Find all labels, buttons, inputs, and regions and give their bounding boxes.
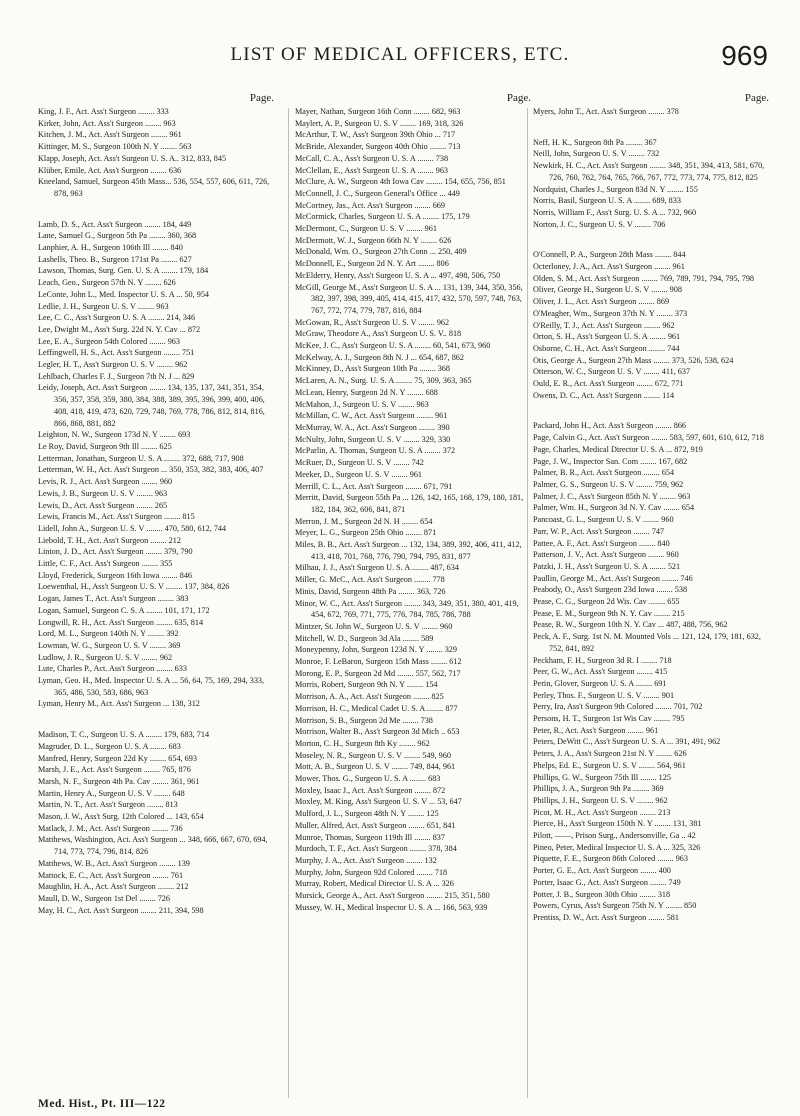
index-entry: McMillan, C. W., Act. Ass't Surgeon ........ 961 (295, 411, 448, 421)
index-entry: Peabody, O., Ass't Surgeon 23d Iowa ........ 538 (533, 585, 688, 595)
index-entry: McKelway, A. J., Surgeon 8th N. J ... 654, 687, 862 (295, 352, 464, 362)
index-entry: Lawson, Thomas, Surg. Gen. U. S. A ........ 179, 184 (38, 266, 209, 276)
index-entry: Potter, J. B., Surgeon 30th Ohio ........ 318 (533, 889, 671, 899)
index-entry: LeConte, John L., Med. Inspector U. S. A ... 50, 954 (38, 289, 210, 299)
letter-group-gap (533, 118, 773, 137)
index-entry: Mattock, E. C., Act. Ass't Surgeon ........ 761 (38, 870, 184, 880)
index-entry: Mott, A. B., Surgeon U. S. V ........ 749, 844, 961 (295, 762, 456, 772)
index-entry: McDonald, Wm. O., Surgeon 27th Conn ... 250, 409 (295, 247, 467, 257)
index-entry: Norris, William F., Ass't Surg. U. S. A ... 732, 960 (533, 207, 697, 217)
index-entry: Morton, C. H., Surgeon 8th Ky ........ 962 (295, 738, 430, 748)
index-entry: McElderry, Henry, Ass't Surgeon U. S. A ... 497, 498, 506, 750 (295, 270, 501, 280)
index-entry: McCortney, Jas., Act. Ass't Surgeon ........ 669 (295, 200, 445, 210)
index-entry: McClure, A. W., Surgeon 4th Iowa Cav ........ 154, 655, 756, 851 (295, 177, 506, 187)
index-entry: Lyman, Henry M., Act. Ass't Surgeon ... 138, 312 (38, 699, 200, 709)
index-entry: Martin, N. T., Act. Ass't Surgeon ........ 813 (38, 800, 178, 810)
index-entry: Pineo, Peter, Medical Inspector U. S. A ... 325, 326 (533, 842, 701, 852)
index-entry: Loewenthal, H., Ass't Surgeon U. S. V ........ 137, 384, 826 (38, 582, 230, 592)
index-entry: Mower, Thos. G., Surgeon U. S. A ........ 683 (295, 774, 441, 784)
index-entry: McDermott, W. J., Surgeon 66th N. Y ........ 626 (295, 235, 452, 245)
index-entry: McClellan, E., Ass't Surgeon U. S. A ........ 963 (295, 165, 449, 175)
index-entry: Matthews, W. B., Act. Ass't Surgeon ........ 139 (38, 858, 190, 868)
index-entry: Oliver, George H., Surgeon U. S. V ........ 908 (533, 285, 682, 295)
index-entry: Morrison, S. B., Surgeon 2d Me ........ 738 (295, 715, 433, 725)
column-rule (288, 108, 289, 1098)
index-entry: McMahon, J., Surgeon U. S. V ........ 963 (295, 399, 429, 409)
index-entry: Lee, Dwight M., Ass't Surg. 22d N. Y. Cav ... 872 (38, 324, 201, 334)
index-entry: Kneeland, Samuel, Surgeon 45th Mass... 536, 554, 557, 606, 611, 726, 878, 963 (38, 177, 270, 198)
entry-list (533, 106, 773, 924)
index-entry: Porter, Isaac G., Act. Ass't Surgeon ........ 749 (533, 877, 681, 887)
index-entry: Matlack, J. M., Act. Ass't Surgeon ........ 736 (38, 823, 183, 833)
index-entry: Lewis, Francis M., Act. Ass't Surgeon ........ 815 (38, 512, 195, 522)
index-entry: Pattee, A. F., Act. Ass't Surgeon ........ 840 (533, 538, 670, 548)
index-entry: Moneypenny, John, Surgeon 123d N. Y ........ 329 (295, 645, 457, 655)
index-entry: Picot, M. H., Act. Ass't Surgeon ........ 213 (533, 807, 671, 817)
index-entry: Moseley, N. R., Surgeon U. S. V ........ 549, 960 (295, 750, 451, 760)
index-entry: Murphy, J. A., Act. Ass't Surgeon ........ 132 (295, 856, 437, 865)
index-entry: Meyer, L. G., Surgeon 25th Ohio ........ 871 (295, 528, 437, 538)
index-entry: Mason, J. W., Ass't Surg. 12th Colored ... 143, 654 (38, 812, 204, 822)
index-entry: O'Meagher, Wm., Surgeon 37th N. Y ........ 373 (533, 308, 688, 318)
page-header (0, 42, 800, 78)
index-entry: Neill, John, Surgeon U. S. V ........ 732 (533, 149, 660, 159)
index-entry: Norris, Basil, Surgeon U. S. A ........ 689, 833 (533, 196, 681, 206)
index-entry: Leighton, N. W., Surgeon 173d N. Y ........ 693 (38, 430, 191, 440)
index-entry: Murray, Robert, Medical Director U. S. A ... 326 (295, 879, 454, 889)
index-entry: Page, J. W., Inspector San. Com ........ 167, 682 (533, 456, 688, 466)
index-entry: Lidell, John A., Surgeon U. S. V ........ 470, 580, 612, 744 (38, 523, 227, 533)
index-entry: Murdoch, T. F., Act. Ass't Surgeon ........ 378, 384 (295, 844, 457, 854)
index-entry: Packard, John H., Act. Ass't Surgeon ........ 866 (533, 421, 687, 431)
index-entry: McDermont, C., Surgeon U. S. V ........ 961 (295, 224, 437, 234)
index-entry: Moxley, M. King, Ass't Surgeon U. S. V ... 53, 647 (295, 797, 462, 807)
index-entry: Mussey, W. H., Medical Inspector U. S. A ... 166, 563, 939 (295, 902, 488, 912)
index-entry: Kitchen, J. M., Act. Ass't Surgeon ........ 961 (38, 130, 182, 140)
index-entry: Lewis, J. B., Surgeon U. S. V ........ 963 (38, 488, 168, 498)
index-entry: Muller, Alfred, Act. Ass't Surgeon ........ 651, 841 (295, 820, 456, 830)
column-rule (527, 108, 528, 1098)
index-entry: Myers, John T., Act. Ass't Surgeon ........ 378 (533, 107, 679, 116)
index-entry: McCormick, Charles, Surgeon U. S. A ........ 175, 179 (295, 212, 470, 222)
index-entry: Olden, S. M., Act. Ass't Surgeon ........ 769, 789, 791, 794, 795, 798 (533, 273, 755, 283)
index-entry: Miller, G. McC., Act. Ass't Surgeon ........ 778 (295, 575, 445, 585)
index-column-3 (533, 92, 773, 924)
index-entry: Lute, Charles P., Act. Ass't Surgeon ........ 633 (38, 664, 187, 674)
index-entry: Orton, S. H., Ass't Surgeon U. S. A ........ 961 (533, 332, 681, 342)
index-entry: Porter, G. E., Act. Ass't Surgeon ........ 400 (533, 866, 671, 876)
index-entry: O'Reilly, T. J., Act. Ass't Surgeon ........ 962 (533, 320, 675, 330)
index-entry: Magruder, D. L., Surgeon U. S. A ........ 683 (38, 741, 181, 751)
index-entry: Peter, R., Act. Ass't Surgeon ........ 961 (533, 725, 659, 735)
index-entry: Patzki, J. H., Ass't Surgeon U. S. A ........ 521 (533, 561, 681, 571)
index-entry: Kittinger, M. S., Surgeon 100th N. Y ........ 563 (38, 142, 192, 152)
index-entry: Legler, H. T., Ass't Surgeon U. S. V ........ 962 (38, 360, 188, 370)
index-entry: McNulty, John, Surgeon U. S. V ........ 329, 330 (295, 434, 451, 444)
index-entry: Lord, M. L., Surgeon 140th N. Y ........ 392 (38, 629, 179, 639)
index-entry: McArthur, T. W., Ass't Surgeon 39th Ohio ... 717 (295, 130, 456, 140)
index-entry: Meeker, D., Surgeon U. S. V ........ 961 (295, 469, 423, 479)
index-entry: Maughlin, H. A., Act. Ass't Surgeon ........ 212 (38, 882, 189, 892)
index-entry: Murphy, John, Surgeon 92d Colored ........ 718 (295, 867, 448, 877)
index-entry: Lyman, Geo. H., Med. Inspector U. S. A ... 56, 64, 75, 169, 294, 333, 365, 486, 530, 583, 686, 963 (38, 676, 265, 697)
index-entry: Linton, J. D., Act. Ass't Surgeon ........ 379, 790 (38, 547, 193, 557)
index-column-1 (38, 92, 278, 916)
index-entry: Ould, E. R., Act. Ass't Surgeon ........ 672, 771 (533, 379, 684, 389)
index-entry: Peckham, F. H., Surgeon 3d R. I ........ 718 (533, 655, 672, 665)
index-entry: Logan, Samuel, Surgeon C. S. A ........ 101, 171, 172 (38, 605, 210, 615)
index-entry: Morong, E. P., Surgeon 2d Md ........ 557, 562, 717 (295, 668, 461, 678)
index-entry: Powers, Cyrus, Ass't Surgeon 75th N. Y ........ 850 (533, 901, 697, 911)
letter-group-gap (533, 401, 773, 420)
index-entry: King, J. F., Act. Ass't Surgeon ........ 333 (38, 107, 169, 116)
index-entry: McConnell, J. C., Surgeon General's Office ... 449 (295, 188, 460, 198)
index-entry: Octerloney, J. A., Act. Ass't Surgeon ........ 961 (533, 262, 685, 272)
index-entry: McLean, Henry, Surgeon 2d N. Y ........ 688 (295, 387, 438, 397)
column-heading: Page. (249, 92, 274, 104)
index-entry: Pease, C. G., Surgeon 2d Wis. Cav ........ 655 (533, 597, 680, 607)
index-entry: Pancoast, G. L., Surgeon U. S. V ........ 960 (533, 515, 674, 525)
index-entry: Madison, T. C., Surgeon U. S. A ........ 179, 683, 714 (38, 730, 210, 740)
index-entry: Phelps, Ed. E., Surgeon U. S. V ........ 564, 961 (533, 760, 686, 770)
index-entry: Lamb, D. S., Act. Ass't Surgeon ........ 184, 449 (38, 219, 192, 229)
index-entry: Martin, Henry A., Surgeon U. S. V ........ 648 (38, 788, 185, 798)
index-entry: McKee, J. C., Ass't Surgeon U. S. A ........ 60, 541, 673, 960 (295, 341, 491, 351)
index-entry: Mitchell, W. D., Surgeon 3d Ala ........ 589 (295, 633, 434, 643)
index-entry: Pease, E. M., Surgeon 9th N. Y. Cav ........ 215 (533, 608, 685, 618)
index-entry: Prentiss, D. W., Act. Ass't Surgeon ........ 581 (533, 913, 679, 922)
index-entry: Pilott, ——, Prison Surg., Andersonville, Ga .. 42 (533, 831, 696, 841)
index-entry: Leach, Geo., Surgeon 57th N. Y ........ 626 (38, 278, 176, 288)
index-entry: Lehlbach, Charles F. J., Surgeon 7th N. J ... 829 (38, 371, 195, 381)
index-entry: Pierce, H., Ass't Surgeon 150th N. Y ........ 131, 381 (533, 819, 702, 829)
index-entry: McDonnell, E., Surgeon 2d N. Y. Art ........ 806 (295, 259, 449, 269)
index-entry: Minor, W. C., Act. Ass't Surgeon ........ 343, 349, 351, 380, 401, 419, 454, 672, 769, 771, 775, 776, 784, 785, 786, 788 (295, 598, 519, 620)
index-entry: Moxley, Isaac J., Act. Ass't Surgeon ........ 872 (295, 785, 446, 795)
index-entry: Lanphier, A. H., Surgeon 106th Ill ........ 840 (38, 243, 183, 253)
index-entry: Manfred, Henry, Surgeon 22d Ky ........ 654, 693 (38, 753, 197, 763)
index-entry: Morrison, Walter B., Ass't Surgeon 3d Mich .. 653 (295, 727, 460, 737)
index-entry: McGill, George M., Ass't Surgeon U. S. A ... 131, 139, 344, 350, 356, 382, 397, 398, 399, 405, 414, 415, 417, 432, 570, 597, 748, 763, 767, 772, 774, 779, 787, 816, 884 (295, 282, 523, 315)
index-entry: Lee, E. A., Surgeon 54th Colored ........ 963 (38, 336, 180, 346)
index-column-2 (295, 92, 535, 914)
index-entry: McGraw, Theodore A., Ass't Surgeon U. S. V.. 818 (295, 329, 462, 339)
index-entry: McMurray, W. A., Act. Ass't Surgeon ........ 390 (295, 422, 450, 432)
index-entry: Lee, C. C., Ass't Surgeon U. S. A ........ 214, 346 (38, 313, 196, 323)
index-entry: Perry, Ira, Ass't Surgeon 9th Colored ........ 701, 702 (533, 702, 703, 712)
index-entry: O'Connell, P. A., Surgeon 28th Mass ........ 844 (533, 250, 686, 260)
index-entry: McBride, Alexander, Surgeon 40th Ohio ........ 713 (295, 142, 461, 152)
index-entry: Logan, James T., Act. Ass't Surgeon ........ 383 (38, 594, 189, 604)
index-entry: Page, Charles, Medical Director U. S. A ... 872, 919 (533, 444, 703, 454)
index-entry: Ledlie, J. H., Surgeon U. S. V ........ 963 (38, 301, 169, 311)
index-entry: Munroe, Thomas, Surgeon 119th Ill ........ 837 (295, 832, 445, 842)
index-entry: McGowan, R., Ass't Surgeon U. S. V ........ 962 (295, 317, 450, 327)
index-entry: Mayer, Nathan, Surgeon 16th Conn ........ 682, 963 (295, 107, 461, 116)
letter-group-gap (533, 230, 773, 249)
index-entry: Merritt, David, Surgeon 55th Pa ... 126, 142, 165, 168, 179, 180, 181, 182, 184, 362, 606, 841, 871 (295, 493, 524, 514)
index-entry: Morrison, A. A., Act. Ass't Surgeon ........ 825 (295, 692, 444, 702)
index-entry: Parr, W. P., Act. Ass't Surgeon ........ 747 (533, 526, 665, 536)
index-entry: Osborne, C. H., Act. Ass't Surgeon ........ 744 (533, 343, 680, 353)
index-entry: Maylert, A. P., Surgeon U. S. V ........ 169, 318, 326 (295, 118, 464, 128)
column-heading: Page. (744, 92, 769, 104)
index-entry: May, H. C., Act. Ass't Surgeon ........ 211, 394, 598 (38, 905, 204, 915)
index-entry: Palmer, Wm. H., Surgeon 3d N. Y. Cav ........ 654 (533, 503, 695, 513)
index-entry: Mintzer, St. John W., Surgeon U. S. V ........ 960 (295, 621, 453, 631)
index-entry: Merron, J. M., Surgeon 2d N. H ........ 654 (295, 516, 433, 526)
index-entry: Oliver, J. L., Act. Ass't Surgeon ........ 869 (533, 297, 670, 307)
index-entry: McParlin, A. Thomas, Surgeon U. S. A ........ 372 (295, 446, 456, 456)
index-entry: Neff, H. K., Surgeon 8th Pa ........ 367 (533, 137, 657, 147)
index-entry: Phillips, J. A., Surgeon 9th Pa ........ 369 (533, 784, 664, 794)
index-entry: Norton, J. C., Surgeon U. S. V ........ 706 (533, 219, 666, 229)
index-entry: Otterson, W. C., Surgeon U. S. V ........ 411, 637 (533, 367, 691, 377)
index-entry: Peer, G. W., Act. Ass't Surgeon ........ 415 (533, 667, 668, 677)
index-entry: Le Roy, David, Surgeon 9th Ill ........ 625 (38, 441, 172, 451)
index-entry: Marsh, N. F., Surgeon 4th Pa. Cav ........ 361, 961 (38, 776, 200, 786)
index-entry: Liebold, T. H., Act. Ass't Surgeon ........ 212 (38, 535, 181, 545)
index-entry: Patterson, J. V., Act. Ass't Surgeon ........ 960 (533, 550, 679, 560)
index-entry: Palmer, G. S., Surgeon U. S. V ........ 759, 962 (533, 479, 684, 489)
index-entry: Minis, David, Surgeon 48th Pa ........ 363, 726 (295, 586, 446, 596)
index-entry: Levis, R. J., Act. Ass't Surgeon ........ 960 (38, 477, 173, 487)
index-entry: McRuer, D., Surgeon U. S. V ........ 742 (295, 458, 424, 468)
letter-group-gap (38, 710, 278, 729)
index-entry: Lowman, W. G., Surgeon U. S. V ........ 369 (38, 640, 181, 650)
index-entry: Palmer, B. R., Act. Ass't Surgeon ........ 654 (533, 468, 675, 478)
letter-group-gap (38, 200, 278, 219)
index-entry: Peters, J. A., Ass't Surgeon 21st N. Y ........ 626 (533, 749, 687, 759)
index-entry: McKinney, D., Ass't Surgeon 10th Pa ........ 368 (295, 364, 450, 374)
index-entry: Milhau, J. J., Ass't Surgeon U. S. A ........ 487, 634 (295, 563, 459, 573)
index-entry: Letterman, W. H., Act. Ass't Surgeon ... 350, 353, 382, 383, 406, 407 (38, 465, 264, 475)
index-entry: McLaren, A. N., Surg. U. S. A ........ 75, 309, 363, 365 (295, 376, 472, 386)
index-entry: Little, C. F., Act. Ass't Surgeon ........ 355 (38, 559, 173, 569)
index-entry: Klüber, Emile, Act. Ass't Surgeon ........ 636 (38, 165, 182, 175)
index-entry: Piquette, F. E., Surgeon 86th Colored ........ 963 (533, 854, 688, 864)
index-entry: McCall, C. A., Ass't Surgeon U. S. A ........ 738 (295, 153, 449, 163)
index-entry: Leidy, Joseph, Act. Ass't Surgeon ........ 134, 135, 137, 341, 351, 354, 356, 357, 358, 359, 380, 384, 388, 389, 395, 396, 399, 400, 406, 408, 418, 419, 473, 620, 729, 748, 769, 778, 786, 812, 814, 816, 866, 868, 881, 882 (38, 383, 265, 428)
index-entry: Phillips, J. H., Surgeon U. S. V ........ 962 (533, 795, 668, 805)
index-entry: Mulford, J. L., Surgeon 48th N. Y ........ 125 (295, 809, 439, 819)
running-title: LIST OF MEDICAL OFFICERS, ETC. (230, 44, 570, 65)
index-entry: Longwill, R. H., Act. Ass't Surgeon ........ 635, 814 (38, 617, 204, 627)
index-entry: Phillips, G. W., Surgeon 75th Ill ........ 125 (533, 772, 671, 782)
entry-list (295, 106, 535, 914)
index-entry: Lewis, D., Act. Ass't Surgeon ........ 265 (38, 500, 168, 510)
index-entry: Lloyd, Frederick, Surgeon 16th Iowa ........ 846 (38, 570, 193, 580)
page-footer: Med. Hist., Pt. III—122 (38, 1098, 166, 1110)
index-entry: Matthews, Washington, Act. Ass't Surgeon ... 348, 666, 667, 670, 694, 714, 773, 774, 796, 814, 826 (38, 835, 268, 857)
index-entry: Merrill, C. L., Act. Ass't Surgeon ........ 671, 791 (295, 481, 453, 491)
page-number: 969 (721, 40, 768, 71)
index-entry: Paullin, George M., Act. Ass't Surgeon ........ 746 (533, 573, 693, 583)
index-entry: Leffingwell, H. S., Act. Ass't Surgeon ........ 751 (38, 348, 195, 358)
index-entry: Page, Calvin G., Act. Ass't Surgeon ........ 583, 597, 601, 610, 612, 718 (533, 433, 764, 443)
index-entry: Monroe, F. LeBaron, Surgeon 15th Mass ........ 612 (295, 657, 462, 667)
index-entry: Lashells, Theo. B., Surgeon 171st Pa ........ 627 (38, 254, 192, 264)
index-entry: Marsh, J. E., Act. Ass't Surgeon ........ 765, 876 (38, 765, 191, 775)
index-entry: Mursick, George A., Act. Ass't Surgeon ........ 215, 351, 580 (295, 891, 490, 901)
index-entry: Ludlow, J. R., Surgeon U. S. V ........ 962 (38, 652, 173, 662)
index-entry: Miles, B. B., Act. Ass't Surgeon ... 132, 134, 389, 392, 406, 411, 412, 413, 418, 701, 768, 776, 790, 794, 795, 831, 877 (295, 540, 522, 561)
index-entry: Newkirk, H. C., Act. Ass't Surgeon ........ 348, 351, 394, 413, 581, 670, 726, 760, 762, 764, 765, 766, 767, 772, 773, 774, 775, 812, 825 (533, 161, 765, 182)
index-entry: Peck, A. F., Surg. 1st N. M. Mounted Vols ... 121, 124, 179, 181, 632, 752, 841, 892 (533, 632, 761, 653)
index-entry: Owens, D. C., Act. Ass't Surgeon ........ 114 (533, 390, 675, 400)
index-entry: Lane, Samuel G., Surgeon 5th Pa ........ 360, 368 (38, 231, 197, 241)
index-entry: Morris, Robert, Surgeon 9th N. Y ........ 154 (295, 680, 438, 690)
index-entry: Perin, Glover, Surgeon U. S. A ........ 691 (533, 678, 667, 688)
entry-list (38, 106, 278, 916)
index-entry: Morrison, H. C., Medical Cadet U. S. A ........ 877 (295, 703, 458, 713)
index-entry: Letterman, Jonathan, Surgeon U. S. A ........ 372, 688, 717, 908 (38, 453, 244, 463)
index-entry: Peters, DeWitt C., Ass't Surgeon U. S. A ... 391, 491, 962 (533, 737, 721, 747)
column-heading: Page. (506, 92, 531, 104)
index-entry: Pease, R. W., Surgeon 10th N. Y. Cav ... 487, 488, 756, 962 (533, 620, 728, 630)
index-entry: Perley, Thos. F., Surgeon U. S. V ........ 901 (533, 690, 675, 700)
index-entry: Otis, George A., Surgeon 27th Mass ........ 373, 526, 538, 624 (533, 355, 734, 365)
index-entry: Nordquist, Charles J., Surgeon 83d N. Y ........ 155 (533, 184, 698, 194)
index-entry: Persons, H. T., Surgeon 1st Wis Cav ........ 795 (533, 714, 685, 724)
index-entry: Palmer, J. C., Ass't Surgeon 85th N. Y ........ 963 (533, 491, 691, 501)
index-entry: Klapp, Joseph, Act. Ass't Surgeon U. S. A.. 312, 833, 845 (38, 153, 227, 163)
index-entry: Kirker, John, Act. Ass't Surgeon ........ 963 (38, 118, 176, 128)
index-entry: Maull, D. W., Surgeon 1st Del ........ 726 (38, 894, 170, 903)
